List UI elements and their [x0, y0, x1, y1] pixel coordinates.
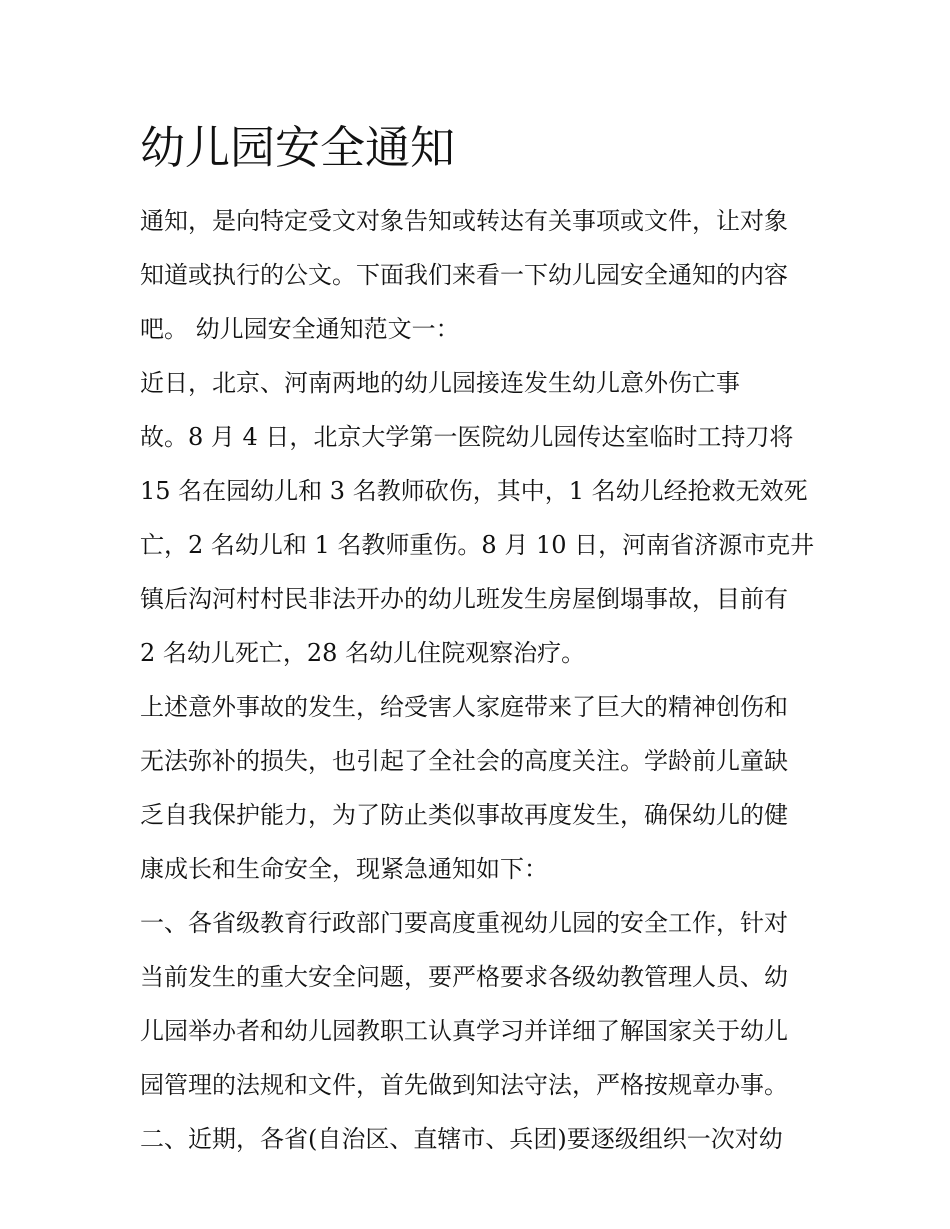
body-line: 通知，是向特定受文对象告知或转达有关事项或文件，让对象 [140, 207, 788, 235]
document-title: 幼儿园安全通知 [140, 121, 456, 174]
body-line: 儿园举办者和幼儿园教职工认真学习并详细了解国家关于幼儿 [140, 1017, 788, 1045]
body-line: 2 名幼儿死亡，28 名幼儿住院观察治疗。 [140, 639, 586, 667]
body-line: 二、近期，各省(自治区、直辖市、兵团)要逐级组织一次对幼 [140, 1125, 783, 1153]
body-line: 故。8 月 4 日，北京大学第一医院幼儿园传达室临时工持刀将 [140, 423, 794, 451]
body-line: 一、各省级教育行政部门要高度重视幼儿园的安全工作，针对 [140, 909, 788, 937]
body-line: 康成长和生命安全，现紧急通知如下： [140, 855, 548, 883]
document-body [140, 194, 820, 1166]
body-line: 15 名在园幼儿和 3 名教师砍伤，其中，1 名幼儿经抢救无效死 [140, 477, 808, 505]
body-line: 园管理的法规和文件，首先做到知法守法，严格按规章办事。 [140, 1071, 788, 1099]
body-line: 上述意外事故的发生，给受害人家庭带来了巨大的精神创伤和 [140, 693, 788, 721]
body-line: 吧。 幼儿园安全通知范文一： [140, 315, 460, 343]
body-line: 近日，北京、河南两地的幼儿园接连发生幼儿意外伤亡事 [140, 369, 740, 397]
body-line: 当前发生的重大安全问题，要严格要求各级幼教管理人员、幼 [140, 963, 788, 991]
body-line: 乏自我保护能力，为了防止类似事故再度发生，确保幼儿的健 [140, 801, 788, 829]
body-line: 无法弥补的损失，也引起了全社会的高度关注。学龄前儿童缺 [140, 747, 788, 775]
body-line: 镇后沟河村村民非法开办的幼儿班发生房屋倒塌事故，目前有 [140, 585, 788, 613]
body-line: 亡，2 名幼儿和 1 名教师重伤。8 月 10 日，河南省济源市克井 [140, 531, 815, 559]
body-line: 知道或执行的公文。下面我们来看一下幼儿园安全通知的内容 [140, 261, 788, 289]
